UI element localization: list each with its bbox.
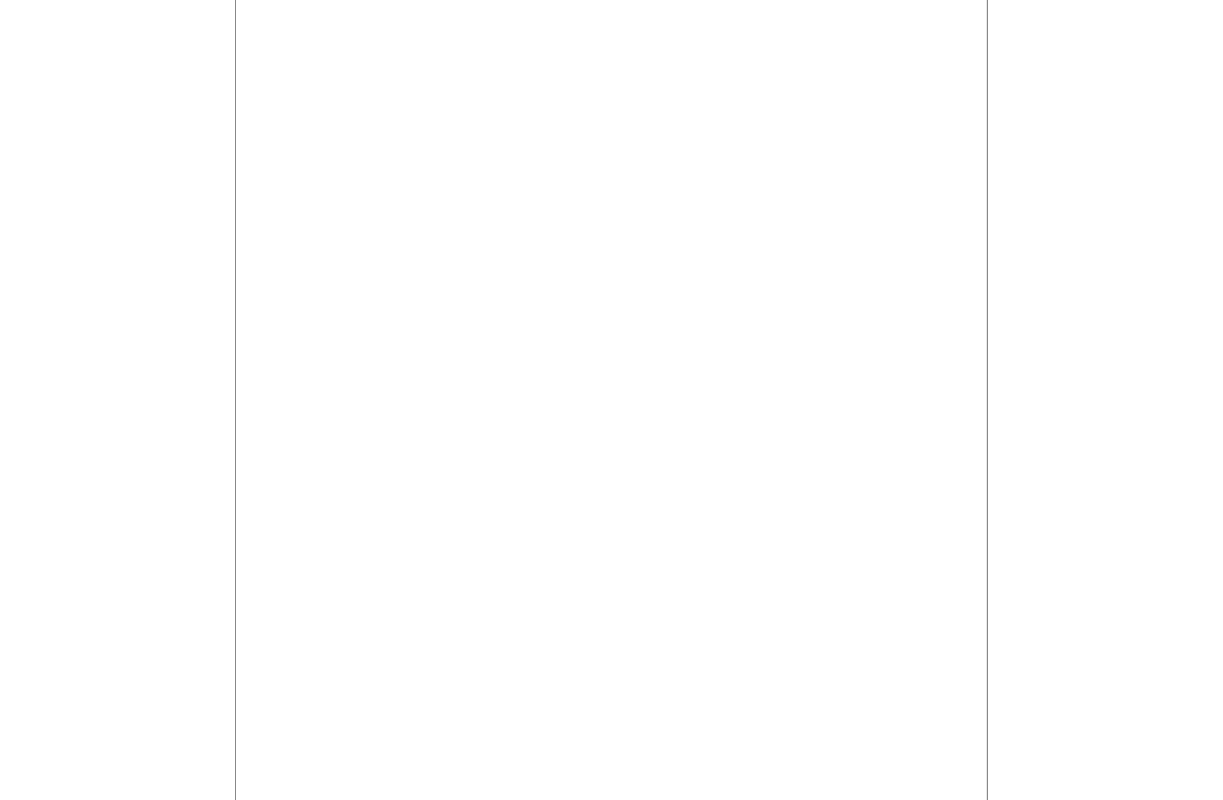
right-column	[987, 0, 1223, 800]
left-column	[0, 0, 236, 800]
middle-column	[236, 0, 986, 800]
